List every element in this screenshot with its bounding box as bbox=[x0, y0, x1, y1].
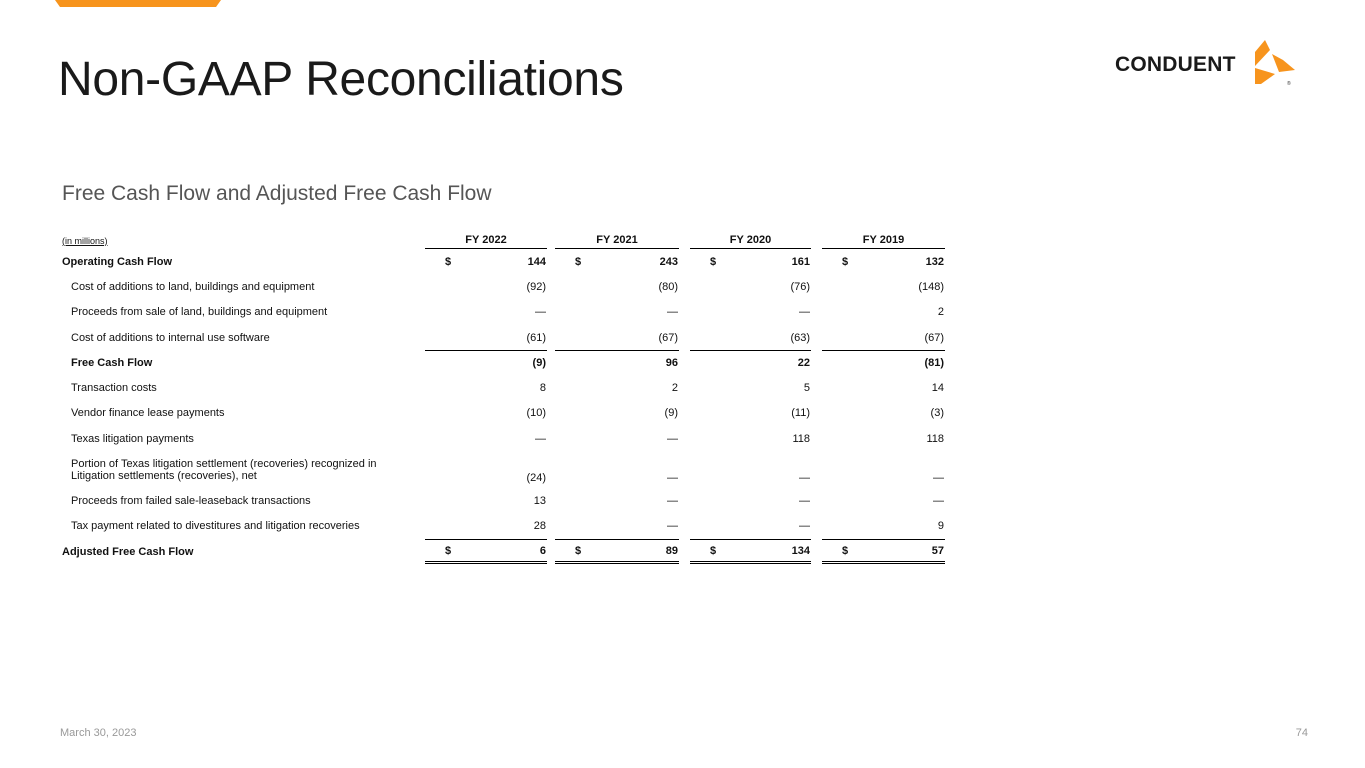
table-cell: (92) bbox=[526, 280, 546, 293]
table-cell: $ 132 bbox=[842, 255, 944, 268]
row-label-line2: Litigation settlements (recoveries), net bbox=[71, 469, 257, 482]
row-label: Cost of additions to internal use software bbox=[71, 331, 270, 344]
units-label: (in millions) bbox=[62, 235, 108, 246]
table-cell: — bbox=[535, 432, 546, 445]
row-label: Tax payment related to divestitures and litigation recoveries bbox=[71, 520, 360, 533]
table-row bbox=[62, 249, 952, 274]
table-cell: — bbox=[667, 432, 678, 445]
table-cell: 22 bbox=[690, 350, 811, 375]
table-row bbox=[62, 514, 952, 539]
table-cell: 14 bbox=[931, 382, 944, 395]
table-cell: (10) bbox=[526, 407, 546, 420]
table-row bbox=[62, 274, 952, 299]
table-row bbox=[62, 488, 952, 513]
table-cell: 13 bbox=[533, 495, 546, 508]
page-title: Non-GAAP Reconciliations bbox=[58, 53, 624, 106]
table-cell: $ 89 bbox=[555, 539, 679, 564]
column-header-fy2022: FY 2022 bbox=[425, 232, 547, 249]
row-label-line1: Portion of Texas litigation settlement (recoveries) recognized in bbox=[71, 457, 377, 470]
table-row bbox=[62, 325, 952, 350]
table-cell: — bbox=[667, 306, 678, 319]
row-label: Adjusted Free Cash Flow bbox=[62, 545, 194, 558]
conduent-logo bbox=[1115, 38, 1297, 88]
table-cell: (24) bbox=[526, 472, 546, 485]
table-cell: 118 bbox=[926, 432, 944, 445]
table-cell: — bbox=[799, 495, 810, 508]
table-cell: 5 bbox=[803, 382, 810, 395]
row-label: Transaction costs bbox=[71, 382, 157, 395]
table-cell: $ 134 bbox=[690, 539, 811, 564]
table-cell: (11) bbox=[791, 407, 810, 420]
table-row bbox=[62, 426, 952, 451]
table-row bbox=[62, 539, 952, 564]
page-number: 74 bbox=[1295, 727, 1308, 739]
footer-date: March 30, 2023 bbox=[60, 727, 137, 739]
table-row bbox=[62, 401, 952, 426]
table-cell: (148) bbox=[918, 280, 944, 293]
table-cell: — bbox=[933, 495, 944, 508]
table-cell: 118 bbox=[792, 432, 810, 445]
table-cell: (67) bbox=[924, 331, 944, 344]
table-cell: (9) bbox=[664, 407, 678, 420]
table-cell: — bbox=[933, 472, 944, 485]
column-header-fy2019: FY 2019 bbox=[822, 232, 945, 249]
logo-wordmark: CONDUENT bbox=[1115, 53, 1236, 76]
table-cell: $ 57 bbox=[822, 539, 945, 564]
row-label: Operating Cash Flow bbox=[62, 255, 173, 268]
table-cell: — bbox=[667, 472, 678, 485]
table-cell: — bbox=[799, 472, 810, 485]
row-label: Proceeds from failed sale-leaseback transactions bbox=[71, 495, 311, 508]
table-cell: (63) bbox=[790, 331, 810, 344]
table-cell: — bbox=[799, 520, 810, 533]
table-cell: — bbox=[799, 306, 810, 319]
table-cell: (81) bbox=[822, 350, 945, 375]
table-cell: — bbox=[667, 520, 678, 533]
table-cell: — bbox=[667, 495, 678, 508]
table-cell: $ 243 bbox=[575, 255, 678, 268]
table-cell: (67) bbox=[658, 331, 678, 344]
cash-flow-table bbox=[62, 232, 952, 564]
row-label: Texas litigation payments bbox=[71, 432, 194, 445]
row-label: Cost of additions to land, buildings and equipment bbox=[71, 280, 315, 293]
table-cell: (9) bbox=[425, 350, 547, 375]
section-title: Free Cash Flow and Adjusted Free Cash Flow bbox=[62, 182, 492, 205]
table-cell: (76) bbox=[790, 280, 810, 293]
table-row bbox=[62, 350, 952, 375]
table-cell: 2 bbox=[671, 382, 678, 395]
registered-mark: ® bbox=[1287, 81, 1291, 87]
accent-bar bbox=[55, 0, 221, 7]
row-label: Free Cash Flow bbox=[71, 356, 153, 369]
table-header-row bbox=[62, 232, 952, 249]
conduent-logo-icon bbox=[1245, 38, 1297, 88]
table-cell: 2 bbox=[937, 306, 944, 319]
table-cell: 8 bbox=[539, 382, 546, 395]
table-cell: 96 bbox=[555, 350, 679, 375]
table-row bbox=[62, 300, 952, 325]
table-cell: 28 bbox=[533, 520, 546, 533]
table-cell: 9 bbox=[937, 520, 944, 533]
table-cell: $ 6 bbox=[425, 539, 547, 564]
column-header-fy2021: FY 2021 bbox=[555, 232, 679, 249]
table-cell: $ 144 bbox=[445, 255, 546, 268]
column-header-fy2020: FY 2020 bbox=[690, 232, 811, 249]
table-row bbox=[62, 451, 952, 488]
row-label bbox=[71, 458, 377, 482]
table-cell: (61) bbox=[526, 331, 546, 344]
table-cell: — bbox=[535, 306, 546, 319]
row-label: Vendor finance lease payments bbox=[71, 407, 225, 420]
table-cell: $ 161 bbox=[710, 255, 810, 268]
table-cell: (80) bbox=[658, 280, 678, 293]
row-label: Proceeds from sale of land, buildings and equipment bbox=[71, 306, 328, 319]
table-cell: (3) bbox=[930, 407, 944, 420]
table-row bbox=[62, 375, 952, 400]
